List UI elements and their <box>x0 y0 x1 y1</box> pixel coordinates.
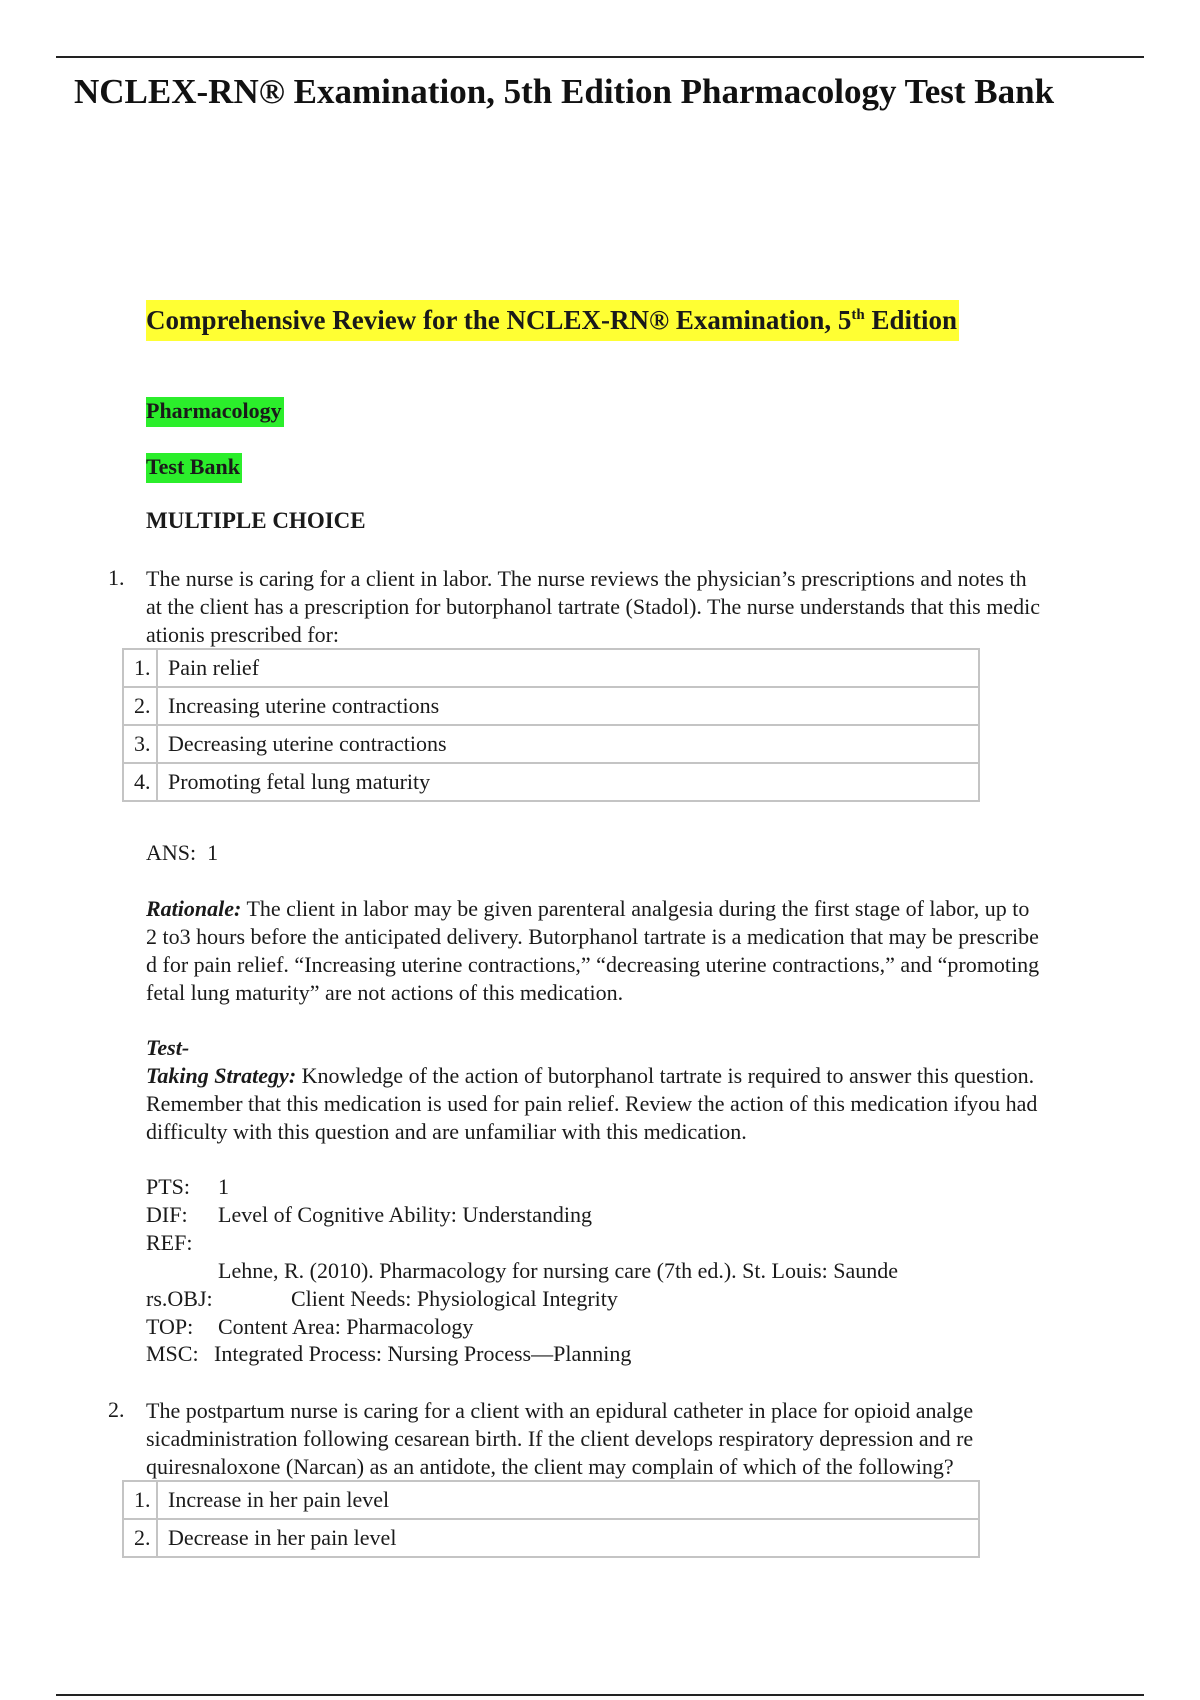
meta-reference-value: Lehne, R. (2010). Pharmacology for nursing care (7th ed.). St. Louis: Saunde <box>218 1258 899 1283</box>
test-bank-label: Test Bank <box>146 453 242 483</box>
choice-row <box>123 1481 979 1519</box>
choice-row <box>123 1519 979 1557</box>
question-number: 2. <box>108 1397 125 1422</box>
question-text-line: The postpartum nurse is caring for a client with an epidural catheter in place for opioid analge <box>146 1398 974 1423</box>
test-taking-strategy <box>146 1034 1154 1146</box>
book-title-highlight <box>146 300 959 341</box>
choice-number: 3. <box>123 725 157 763</box>
section-heading: MULTIPLE CHOICE <box>146 508 366 533</box>
question-text <box>146 565 1154 649</box>
meta-objective <box>146 1286 618 1312</box>
top-rule <box>56 56 1144 58</box>
meta-topic <box>146 1314 473 1340</box>
choice-number: 1. <box>123 1481 157 1519</box>
choice-text: Decrease in her pain level <box>157 1519 979 1557</box>
choice-number: 2. <box>123 1519 157 1557</box>
meta-value: Level of Cognitive Ability: Understanding <box>218 1202 592 1227</box>
meta-reference-label: REF: <box>146 1230 193 1255</box>
question-text-line: quiresnaloxone (Narcan) as an antidote, the client may complain of which of the following? <box>146 1454 954 1479</box>
book-title-suffix: Edition <box>871 305 958 335</box>
strategy-line: difficulty with this question and are unfamiliar with this medication. <box>146 1119 747 1144</box>
book-title-superscript: th <box>851 307 865 323</box>
meta-value: 1 <box>218 1174 229 1199</box>
question-number: 1. <box>108 565 125 590</box>
meta-label: TOP: <box>146 1314 194 1339</box>
strategy-line: Knowledge of the action of butorphanol tartrate is required to answer this question. <box>301 1063 1035 1088</box>
answer-choices-table <box>122 1480 980 1558</box>
question-text-line: ationis prescribed for: <box>146 622 340 647</box>
subject-label: Pharmacology <box>146 397 284 427</box>
meta-value: Client Needs: Physiological Integrity <box>291 1286 618 1311</box>
document-title: NCLEX-RN® Examination, 5th Edition Pharmacology Test Bank <box>74 72 1055 111</box>
strategy-label-line: Test- <box>146 1035 190 1060</box>
question-text <box>146 1397 1154 1481</box>
meta-difficulty <box>146 1202 592 1228</box>
meta-value: Content Area: Pharmacology <box>218 1314 474 1339</box>
book-title <box>146 305 959 336</box>
bottom-rule <box>56 1694 1144 1696</box>
meta-label: PTS: <box>146 1174 191 1199</box>
rationale-line: fetal lung maturity” are not actions of this medication. <box>146 980 624 1005</box>
question-text-line: at the client has a prescription for butorphanol tartrate (Stadol). The nurse understands that this medic <box>146 594 1040 619</box>
book-title-prefix: Comprehensive Review for the NCLEX-RN® Examination, 5 <box>146 305 852 335</box>
choice-row <box>123 649 979 687</box>
meta-points <box>146 1174 229 1200</box>
meta-label: DIF: <box>146 1202 188 1227</box>
choice-text: Decreasing uterine contractions <box>157 725 979 763</box>
strategy-label: Taking Strategy: <box>146 1063 297 1088</box>
rationale <box>146 895 1154 1007</box>
choice-row <box>123 725 979 763</box>
answer-choices-table <box>122 648 980 802</box>
meta-value: Integrated Process: Nursing Process—Planning <box>214 1341 632 1366</box>
rationale-line: d for pain relief. “Increasing uterine contractions,” “decreasing uterine contractions,” and “promoting <box>146 952 1040 977</box>
choice-text: Increasing uterine contractions <box>157 687 979 725</box>
answer-key: ANS: 1 <box>146 840 219 865</box>
choice-text: Pain relief <box>157 649 979 687</box>
meta-label: rs.OBJ: <box>146 1286 213 1311</box>
choice-number: 1. <box>123 649 157 687</box>
meta-misc <box>146 1341 631 1367</box>
choice-text: Promoting fetal lung maturity <box>157 763 979 801</box>
strategy-line: Remember that this medication is used for pain relief. Review the action of this medication ifyou had <box>146 1091 1038 1116</box>
rationale-line: 2 to3 hours before the anticipated delivery. Butorphanol tartrate is a medication that may be prescribe <box>146 924 1039 949</box>
choice-number: 2. <box>123 687 157 725</box>
rationale-line: The client in labor may be given parenteral analgesia during the first stage of labor, up to <box>246 896 1030 921</box>
rationale-label: Rationale: <box>146 896 242 921</box>
choice-number: 4. <box>123 763 157 801</box>
choice-text: Increase in her pain level <box>157 1481 979 1519</box>
choice-row <box>123 763 979 801</box>
question-text-line: sicadministration following cesarean birth. If the client develops respiratory depression and re <box>146 1426 974 1451</box>
question-text-line: The nurse is caring for a client in labor. The nurse reviews the physician’s prescriptions and notes th <box>146 566 1027 591</box>
meta-label: MSC: <box>146 1341 199 1366</box>
choice-row <box>123 687 979 725</box>
